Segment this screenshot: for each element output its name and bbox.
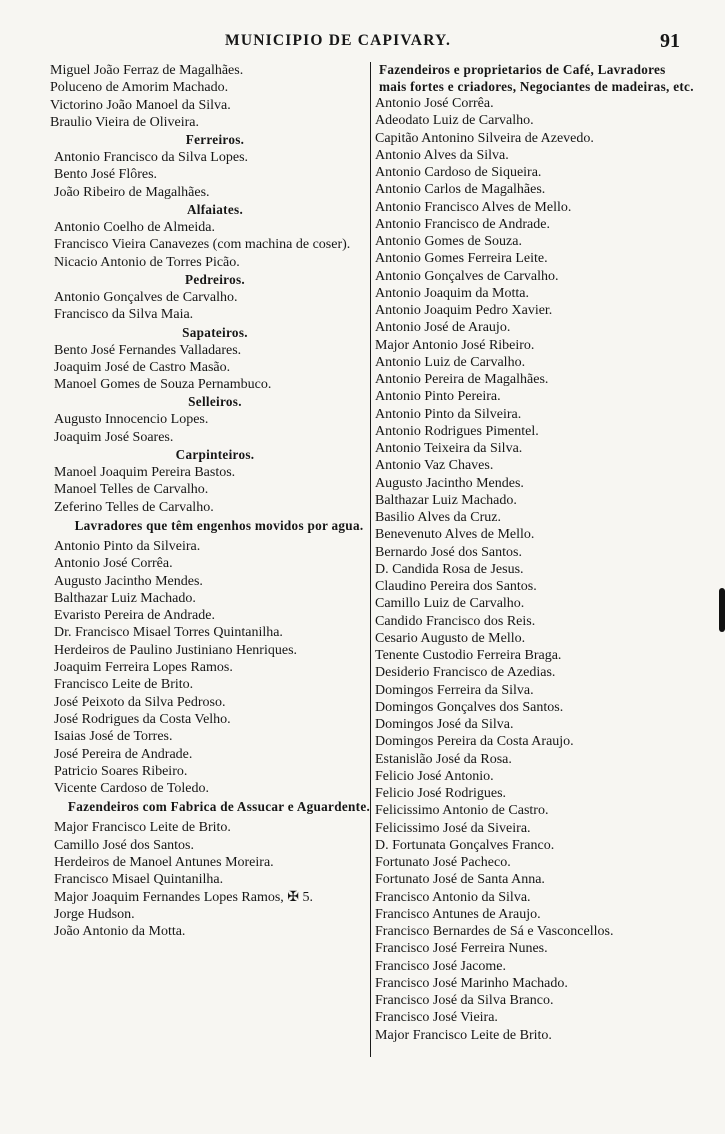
section-heading-pedreiros: Pedreiros. [184,271,245,287]
list-item: Major Antonio José Ribeiro. [375,337,535,353]
list-item: Francisco José da Silva Branco. [375,993,554,1008]
page-number: 91 [660,30,680,52]
list-item: Domingos Pereira da Costa Araujo. [375,734,574,750]
list-item: Candido Francisco dos Reis. [375,613,536,629]
right-entries [375,95,695,1044]
list-item: Augusto Innocencio Lopes. [54,412,209,428]
list-item: Francisco José Marinho Machado. [375,975,568,991]
list-item: Bento José Fernandes Valladares. [54,342,242,358]
section-heading-ferreiros: Ferreiros. [185,132,245,148]
list-item: Joaquim Ferreira Lopes Ramos. [54,660,233,676]
section-heading-selleiros: Selleiros. [188,394,242,410]
list-item: Francisco Leite de Brito. [54,677,194,693]
list-item: Antonio Alves da Silva. [375,147,509,163]
list-item: Antonio Gomes de Souza. [375,234,522,249]
list-item: Isaias José de Torres. [54,729,173,745]
list-item: D. Fortunata Gonçalves Franco. [375,837,555,853]
list-item: José Pereira de Andrade. [54,746,193,762]
list-item: Joaquim José de Castro Masão. [54,359,231,375]
list-item: Adeodato Luiz de Carvalho. [375,113,534,129]
list-item: José Peixoto da Silva Pedroso. [54,694,226,710]
list-item: Cesario Augusto de Mello. [375,630,526,646]
list-item: Major Francisco Leite de Brito. [54,820,231,836]
list-item: Bernardo José dos Santos. [375,544,522,560]
list-item: José Rodrigues da Costa Velho. [54,711,231,727]
list-item: Francisco Antunes de Araujo. [375,906,541,922]
list-item: Domingos Ferreira da Silva. [375,682,534,698]
right-column [370,62,695,1057]
list-item: Antonio Pinto da Silveira. [375,406,522,422]
list-item: Zeferino Telles de Carvalho. [54,499,214,515]
list-item: Manoel Joaquim Pereira Bastos. [54,465,236,481]
list-item: Vicente Cardoso de Toledo. [54,781,209,797]
list-item: Antonio Coelho de Almeida. [54,220,215,236]
list-item: Antonio Pinto da Silveira. [54,538,201,554]
list-item: Augusto Jacintho Mendes. [375,475,524,491]
list-item: Bento José Flôres. [54,167,158,183]
list-item: Antonio Francisco Alves de Mello. [375,199,572,215]
list-item: Manoel Telles de Carvalho. [54,482,209,498]
list-item: Antonio Rodrigues Pimentel. [375,423,539,439]
list-item: Antonio Gonçalves de Carvalho. [375,268,559,284]
page-edge-mark [719,588,725,632]
list-item: Antonio Francisco de Andrade. [375,216,550,232]
list-item: Antonio Joaquim da Motta. [375,285,529,301]
list-item: Francisco da Silva Maia. [54,307,194,323]
list-item: Domingos José da Silva. [375,717,514,732]
list-item: Antonio Vaz Chaves. [375,458,494,474]
list-item: Joaquim José Soares. [54,429,174,445]
list-item: Francisco Vieira Canavezes (com machina de coser). [54,237,351,253]
list-item: Antonio Joaquim Pedro Xavier. [375,303,553,318]
list-item: Braulio Vieira de Oliveira. [50,114,199,130]
left-column [50,62,380,940]
list-item: Antonio Carlos de Magalhães. [375,182,546,198]
section-heading-alfaiates: Alfaiates. [186,202,244,218]
list-item: Miguel João Ferraz de Magalhães. [50,63,244,78]
list-item: Manoel Gomes de Souza Pernambuco. [54,377,272,393]
list-item: Augusto Jacintho Mendes. [54,573,203,589]
list-item: Nicacio Antonio de Torres Picão. [54,254,240,270]
list-item: Victorino João Manoel da Silva. [50,97,231,113]
list-item: Desiderio Francisco de Azedias. [375,665,556,681]
list-item: Francisco José Jacome. [375,958,507,974]
list-item: Antonio Pereira de Magalhães. [375,372,549,387]
list-item: Patricio Soares Ribeiro. [54,763,188,779]
list-item: Major Francisco Leite de Brito. [375,1027,552,1043]
section-heading-sapateiros: Sapateiros. [182,324,248,340]
list-item: Benevenuto Alves de Mello. [375,527,535,543]
page-header [0,30,725,56]
list-item: Antonio Pinto Pereira. [375,389,501,405]
list-item: Antonio Gomes Ferreira Leite. [375,251,548,267]
list-item: Francisco Misael Quintanilha. [54,872,224,888]
list-item: Antonio José Corrêa. [54,556,173,572]
list-item: Antonio Cardoso de Siqueira. [375,165,542,180]
list-item: Antonio José de Araujo. [375,320,511,336]
list-item: Fortunato José de Santa Anna. [375,872,545,888]
section-heading-carpinteiros: Carpinteiros. [175,447,255,463]
list-item: Francisco Bernardes de Sá e Vasconcellos. [375,924,614,939]
list-item: Evaristo Pereira de Andrade. [54,608,215,624]
list-item: Capitão Antonino Silveira de Azevedo. [375,130,594,146]
list-item: Felicio José Antonio. [375,768,494,784]
list-item: Antonio Gonçalves de Carvalho. [54,289,238,305]
list-item: Francisco José Ferreira Nunes. [375,941,548,957]
list-item: Felicissimo José da Siveira. [375,820,531,836]
list-item: Poluceno de Amorim Machado. [50,80,229,96]
list-item: Domingos Gonçalves dos Santos. [375,699,564,715]
list-item: Antonio Teixeira da Silva. [375,441,523,456]
left-sections [50,131,380,940]
top-entries [50,62,380,131]
list-item: Herdeiros de Manoel Antunes Moreira. [54,854,274,870]
section-heading-lavradores: Lavradores que têm engenhos movidos por agua. [74,517,364,533]
list-item: Tenente Custodio Ferreira Braga. [375,648,562,663]
section-heading-fazendeiros_fabrica: Fazendeiros com Fabrica de Assucar e Aguardente. [67,799,371,815]
list-item: Antonio José Corrêa. [375,96,494,111]
list-item: Basilio Alves da Cruz. [375,510,501,525]
list-item: Dr. Francisco Misael Torres Quintanilha. [54,625,283,641]
list-item: Balthazar Luiz Machado. [54,590,196,606]
list-item: Antonio Francisco da Silva Lopes. [54,150,249,166]
list-item: João Ribeiro de Magalhães. [54,184,210,200]
list-item: Camillo José dos Santos. [54,837,195,853]
list-item: Estanislão José da Rosa. [375,751,512,767]
list-item: Francisco José Vieira. [375,1010,498,1026]
list-item: Claudino Pereira dos Santos. [375,579,537,594]
list-item: Balthazar Luiz Machado. [375,492,517,508]
list-item: Antonio Luiz de Carvalho. [375,354,526,370]
list-item: Herdeiros de Paulino Justiniano Henriques. [54,642,298,658]
list-item: Felicissimo Antonio de Castro. [375,803,549,819]
section-heading-fazendeiros-cafe: Fazendeiros e proprietarios de Café, Lavradores mais fortes e criadores, Negociantes de madeiras, etc. [379,62,694,94]
list-item: Jorge Hudson. [54,906,135,922]
list-item: Francisco Antonio da Silva. [375,889,531,905]
list-item: Felicio José Rodrigues. [375,786,507,801]
list-item: D. Candida Rosa de Jesus. [375,561,524,577]
running-title: MUNICIPIO DE CAPIVARY. [225,32,452,49]
list-item: João Antonio da Motta. [54,924,186,940]
list-item: Major Joaquim Fernandes Lopes Ramos, ✠ 5. [54,889,314,905]
list-item: Fortunato José Pacheco. [375,855,511,870]
list-item: Camillo Luiz de Carvalho. [375,596,525,612]
